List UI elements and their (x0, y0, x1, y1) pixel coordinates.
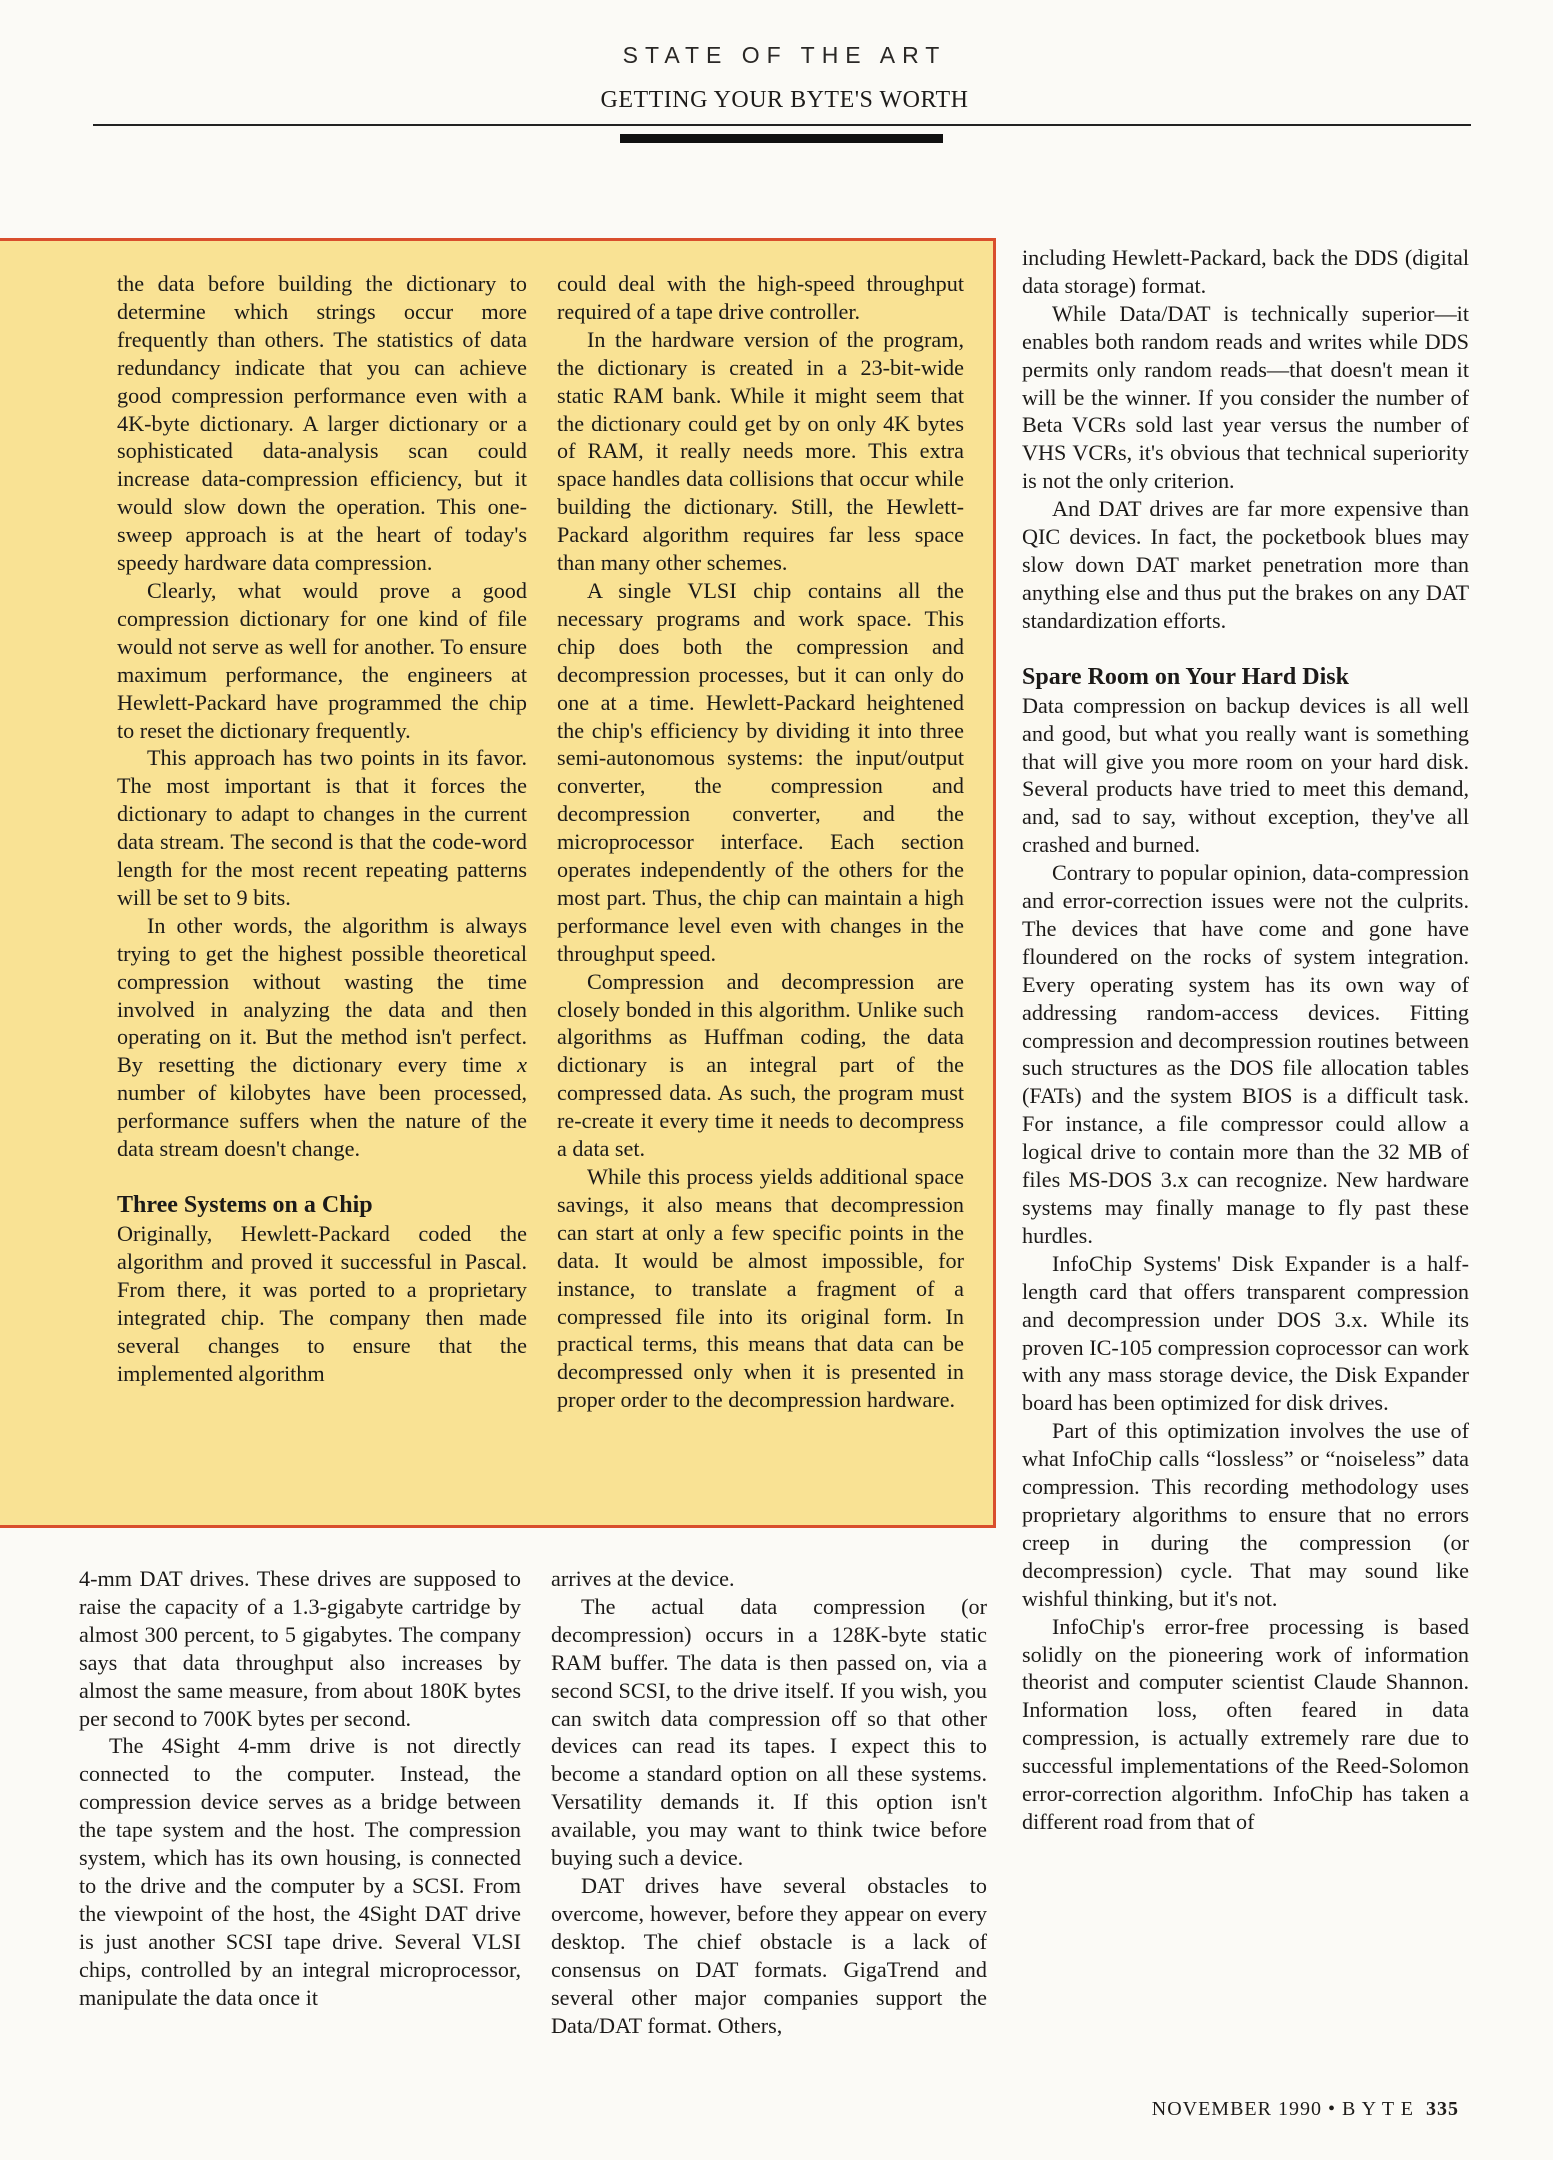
paragraph: the data before building the dictionary to determine which strings occur more frequently than others. The statistics of data redundancy indicate that you can achieve good compression performance even with a 4K-byte dictionary. A larger dictionary or a sophisticated data-analysis scan could increase data-compression efficiency, but it would slow down the operation. This one-sweep approach is at the heart of today's speedy hardware data compression. (117, 271, 527, 576)
paragraph: The 4Sight 4-mm drive is not directly connected to the computer. Instead, the compression device serves as a bridge between the tape system and the host. The compression system, which has its own housing, is connected to the drive and the computer by a SCSI. From the viewpoint of the host, the 4Sight DAT drive is just another SCSI tape drive. Several VLSI chips, controlled by an integral microprocessor, manipulate the data once it (79, 1733, 521, 2010)
paragraph: InfoChip's error-free processing is based solidly on the pioneering work of information theorist and computer scientist Claude Shannon. Information loss, often feared in data compression, is actually extremely rare due to successful implementations of the Reed-Solomon error-correction algorithm. InfoChip has taken a different road from that of (1022, 1613, 1469, 1834)
issue-line: NOVEMBER 1990 • B Y T E (1151, 2098, 1414, 2120)
paragraph: including Hewlett-Packard, back the DDS (digital data storage) format. (1022, 245, 1469, 298)
italic-variable: x (517, 1052, 527, 1078)
paragraph: could deal with the high-speed throughput required of a tape drive controller. (557, 271, 964, 324)
paragraph: A single VLSI chip contains all the necessary programs and work space. This chip does both the compression and decompression processes, but it can only do one at a time. Hewlett-Packard heightened the chip's efficiency by dividing it into three semi-autonomous systems: the input/output converter, the compression and decompression converter, and the microprocessor interface. Each section operates independently of the others for the most part. Thus, the chip can maintain a high performance level even with changes in the throughput speed. (557, 577, 964, 966)
text-run: In other words, the algorithm is always trying to get the highest possible theoretical compression without wasting the time involved in analyzing the data and then operating on it. But the method isn't perfect. By resetting the dictionary every time (117, 912, 527, 1078)
subheading: Spare Room on Your Hard Disk (1022, 663, 1349, 690)
sidebar-left-column (117, 270, 527, 1387)
header-bar (620, 134, 943, 143)
page-number: 335 (1426, 2098, 1459, 2120)
text-run: number of kilobytes have been processed, performance suffers when the nature of the data stream doesn't change. (117, 1080, 527, 1162)
section-kicker: STATE OF THE ART (622, 42, 947, 68)
paragraph: DAT drives have several obstacles to overcome, however, before they appear on every desktop. The chief obstacle is a lack of consensus on DAT formats. GigaTrend and several other major companies support the Data/DAT format. Others, (551, 1872, 987, 2038)
paragraph: Part of this optimization involves the use of what InfoChip calls “lossless” or “noiseless” data compression. This recording methodology uses proprietary algorithms to ensure that no errors creep in during the compression (or decompression) cycle. That may sound like wishful thinking, but it's not. (1022, 1418, 1469, 1611)
bottom-left-column (79, 1565, 521, 2012)
paragraph: While Data/DAT is technically superior—it enables both random reads and writes while DDS permits only random reads—that doesn't mean it will be the winner. If you consider the number of Beta VCRs sold last year versus the number of VHS VCRs, it's obvious that technical superiority is not the only criterion. (1022, 300, 1469, 494)
sidebar-middle-column (557, 270, 964, 1414)
paragraph: Clearly, what would prove a good compression dictionary for one kind of file would not serve as well for another. To ensure maximum performance, the engineers at Hewlett-Packard have programmed the chip to reset the dictionary frequently. (117, 577, 527, 743)
paragraph: In the hardware version of the program, the dictionary is created in a 23-bit-wide static RAM bank. While it might seem that the dictionary could get by on only 4K bytes of RAM, it really needs more. This extra space handles data collisions that occur while building the dictionary. Still, the Hewlett-Packard algorithm requires far less space than many other schemes. (557, 326, 964, 576)
paragraph: Originally, Hewlett-Packard coded the algorithm and proved it successful in Pascal. From there, it was ported to a proprietary integrated chip. The company then made several changes to ensure that the implemented algorithm (117, 1221, 527, 1386)
header-rule (93, 124, 1471, 126)
running-headline: GETTING YOUR BYTE'S WORTH (600, 87, 969, 113)
paragraph: Compression and decompression are closely bonded in this algorithm. Unlike such algorithms as Huffman coding, the data dictionary is an integral part of the compressed data. As such, the program must re-create it every time it needs to decompress a data set. (557, 968, 964, 1162)
bottom-middle-column (551, 1565, 987, 2039)
page-footer (1152, 2098, 1459, 2121)
right-column (1022, 244, 1469, 1836)
paragraph: While this process yields additional space savings, it also means that decompression can start at only a few specific points in the data. It would be almost impossible, for instance, to translate a fragment of a compressed file into its original form. In practical terms, this means that data can be decompressed only when it is presented in proper order to the decompression hardware. (557, 1164, 964, 1413)
paragraph: arrives at the device. (551, 1566, 735, 1591)
paragraph: Contrary to popular opinion, data-compression and error-correction issues were not the culprits. The devices that have come and gone have floundered on the rocks of system integration. Every operating system has its own way of addressing random-access devices. Fitting compression and decompression routines between such structures as the DOS file allocation tables (FATs) and the system BIOS is a difficult task. For instance, a file compressor could allow a logical drive to contain more than the 32 MB of files MS-DOS 3.x can recognize. New hardware systems may finally manage to fly past these hurdles. (1022, 860, 1469, 1248)
paragraph: Data compression on backup devices is all well and good, but what you really want is something that will give you more room on your hard disk. Several products have tried to meet this demand, and, sad to say, without exception, they've all crashed and burned. (1022, 692, 1469, 858)
paragraph: The actual data compression (or decompression) occurs in a 128K-byte static RAM buffer. The data is then passed on, via a second SCSI, to the drive itself. If you wish, you can switch data compression off so that other devices can read its tapes. I expect this to become a standard option on all these systems. Versatility demands it. If this option isn't available, you may want to think twice before buying such a device. (551, 1593, 987, 1871)
subheading: Three Systems on a Chip (117, 1192, 373, 1218)
paragraph: This approach has two points in its favor. The most important is that it forces the dictionary to adapt to changes in the current data stream. The second is that the code-word length for the most recent repeating patterns will be set to 9 bits. (117, 745, 527, 910)
paragraph: And DAT drives are far more expensive than QIC devices. In fact, the pocketbook blues may slow down DAT market penetration more than anything else and thus put the brakes on any DAT standardization efforts. (1022, 496, 1469, 633)
paragraph: InfoChip Systems' Disk Expander is a half-length card that offers transparent compression and decompression under DOS 3.x. While its proven IC-105 compression coprocessor can work with any mass storage device, the Disk Expander board has been optimized for disk drives. (1022, 1250, 1469, 1416)
paragraph (117, 912, 527, 1163)
paragraph: 4-mm DAT drives. These drives are supposed to raise the capacity of a 1.3-gigabyte cartridge by almost 300 percent, to 5 gigabytes. The company says that data throughput also increases by almost the same measure, from about 180K bytes per second to 700K bytes per second. (79, 1566, 521, 1731)
